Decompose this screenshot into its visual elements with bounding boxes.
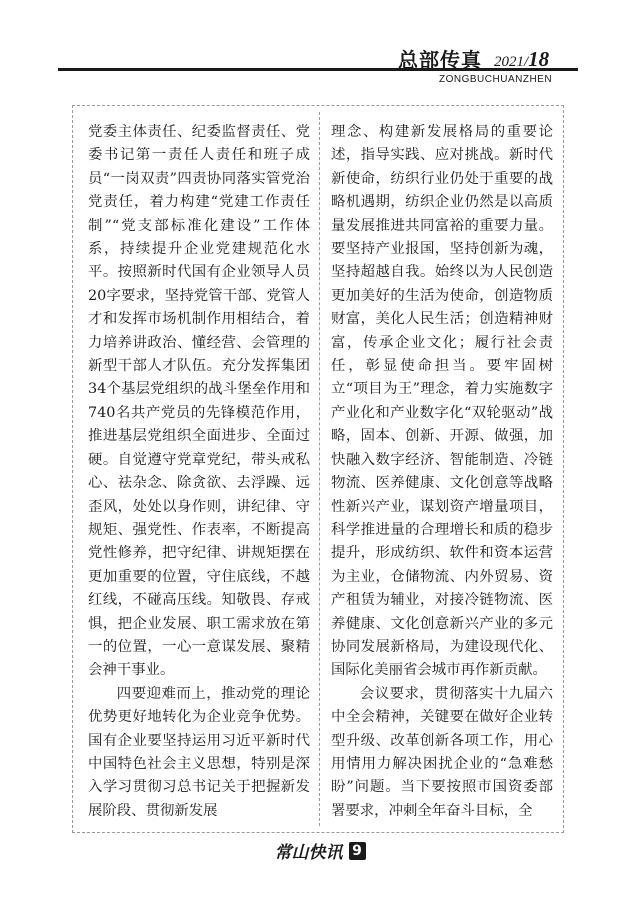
section-subtitle: ZONGBUCHUANZHEN <box>439 74 553 85</box>
page-number: 9 <box>349 842 366 860</box>
left-paragraph-1: 党委主体责任、纪委监督责任、党委书记第一责任人责任和班子成员“一岗双责”四责协同落实管党治党责任，着力构建“党建工作责任制”“党支部标准化建设”工作体系，持续提升企业党建规范化水平。按照新时代国有企业领导人员20字要求，坚持党管干部、党管人才和发挥市场机制作用相结合，着力培养讲政治、懂经营、会管理的新型干部人才队伍。充分发挥集团34个基层党组织的战斗堡垒作用和740名共产党员的先锋模范作用，推进基层党组织全面进步、全面过硬。自觉遵守党章党纪，带头戒私心、祛杂念、除贪欲、去浮躁、远歪风，处处以身作则，讲纪律、守规矩、强党性、作表率，不断提高党性修养，把守纪律、讲规矩摆在更加重要的位置，守住底线，不越红线，不碰高压线。知敬畏、存戒惧，把企业发展、职工需求放在第一的位置，一心一意谋发展、聚精会神干事业。 <box>88 124 310 679</box>
section-title: 总部传真 <box>398 48 482 72</box>
issue-date <box>494 47 549 72</box>
left-column <box>88 121 310 823</box>
issue-number: 18 <box>528 47 550 71</box>
column-divider <box>319 112 321 826</box>
left-paragraph-2: 四要迎难而上，推动党的理论优势更好地转化为企业竞争优势。国有企业要坚持运用习近平新时代中国特色社会主义思想，特别是深入学习贯彻习总书记关于把握新发展阶段、贯彻新发展 <box>88 685 310 819</box>
right-paragraph-2: 会议要求，贯彻落实十九届六中全会精神，关键要在做好企业转型升级、改革创新各项工作，用心用情用力解决困扰企业的“急难愁盼”问题。当下要按照市国资委部署要求，冲刺全年奋斗目标，全 <box>331 685 553 819</box>
right-column <box>331 121 553 823</box>
publication-name: 常山快讯 <box>274 843 343 863</box>
page-footer <box>0 838 640 863</box>
right-paragraph-1: 理念、构建新发展格局的重要论述，指导实践、应对挑战。新时代新使命，纺织行业仍处于重要的战略机遇期，纺织企业仍然是以高质量发展推进共同富裕的重要力量。要坚持产业报国，坚持创新为魂，坚持超越自我。始终以为人民创造更加美好的生活为使命，创造物质财富，美化人民生活；创造精神财富，传承企业文化；履行社会责任，彰显使命担当。要牢固树立“项目为王”理念，着力实施数字产业化和产业数字化“双轮驱动”战略，固本、创新、开源、做强，加快融入数字经济、智能制造、冷链物流、医养健康、文化创意等战略性新兴产业，谋划资产增量项目，科学推进量的合理增长和质的稳步提升，形成纺织、软件和资本运营为主业，仓储物流、内外贸易、资产租赁为辅业，对接冷链物流、医养健康、文化创意新兴产业的多元协同发展新格局，为建设现代化、国际化美丽省会城市再作新贡献。 <box>331 124 553 679</box>
issue-year: 2021/ <box>494 54 529 70</box>
